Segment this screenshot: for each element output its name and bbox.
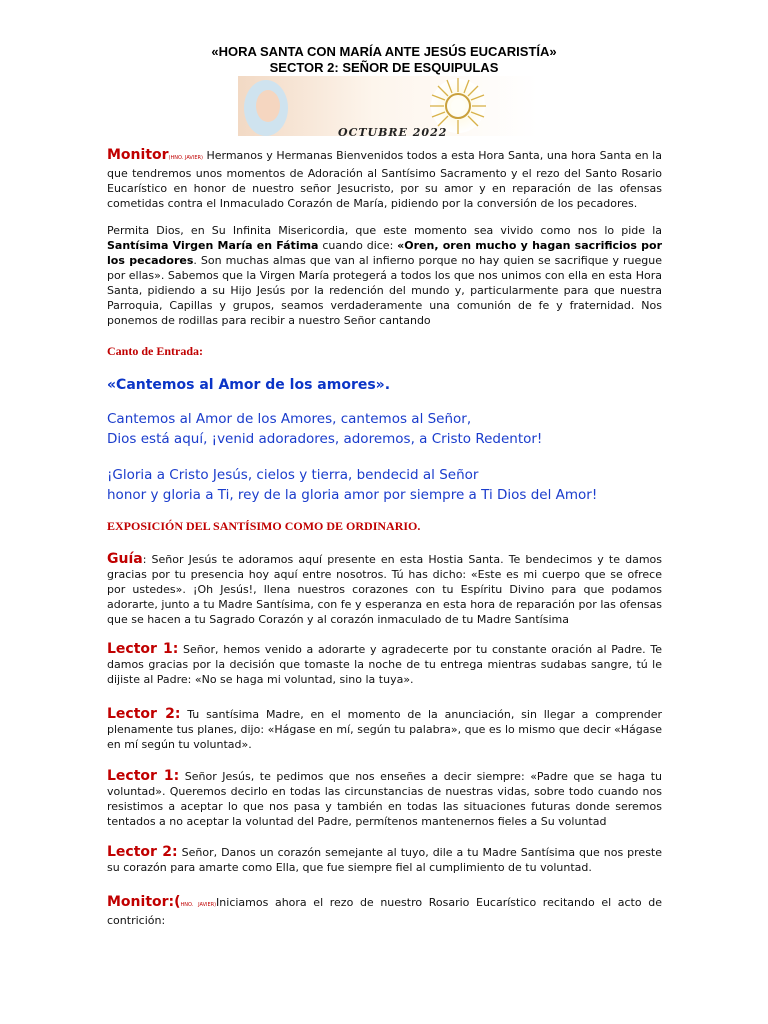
- song-line: Cantemos al Amor de los Amores, cantemos al Señor,: [107, 411, 472, 427]
- speaker-label: Lector 2:: [107, 844, 178, 860]
- paragraph-text: Permita Dios, en Su Infinita Misericordia, que este momento sea vivido como nos lo pide la: [107, 224, 662, 237]
- song-line: Dios está aquí, ¡venid adoradores, adoremos, a Cristo Redentor!: [107, 431, 543, 447]
- lector2-paragraph-2: [107, 845, 662, 875]
- song-title: «Cantemos al Amor de los amores».: [107, 377, 391, 393]
- paragraph-text: cuando dice:: [318, 239, 398, 252]
- paragraph-text: Iniciamos ahora el rezo de nuestro Rosario Eucarístico recitando el acto de contrición:: [107, 896, 662, 927]
- paragraph-text: Hermanos y Hermanas Bienvenidos todos a esta Hora Santa, una hora Santa en la que tendremos unos momentos de Adoración al Santísimo Sacramento y el rezo del Santo Rosario Eucarístico en honor de nuestro señor Jesucristo, por su amor y en reparación de las ofensas cometidas contra el Inmaculado Corazón de María, pidiendo por la conversión de los pecadores.: [107, 149, 662, 210]
- paragraph-text: Señor Jesús, te pedimos que nos enseñes a decir siempre: «Padre que se haga tu voluntad». Queremos decirlo en todas las circunstancias de nuestras vidas, sobre todo cuando nos resistimos a aceptar lo que nos pasa y también en todas las situaciones futuras donde seremos tentados a no aceptar la voluntad del Padre, permítenos mantenernos fieles a Su voluntad: [107, 770, 662, 828]
- song-line: ¡Gloria a Cristo Jesús, cielos y tierra, bendecid al Señor: [107, 467, 479, 483]
- speaker-note: (HNO. JAVIER): [168, 155, 203, 161]
- exposicion-heading: EXPOSICIÓN DEL SANTÍSIMO COMO DE ORDINARIO.: [107, 519, 421, 533]
- document-subtitle: SECTOR 2: SEÑOR DE ESQUIPULAS: [269, 60, 499, 75]
- emphasis-text: Santísima Virgen María en Fátima: [107, 239, 319, 252]
- paragraph-text: Señor, hemos venido a adorarte y agradecerte por tu constante oración al Padre. Te damos gracias por la decisión que tomaste la noche de tu entrega mientras sudabas sangre, tú le dijiste al Padre: «No se haga mi voluntad, sino la tuya».: [107, 643, 662, 686]
- speaker-note: HNO. JAVIER): [180, 902, 217, 908]
- lector2-paragraph: [107, 707, 662, 752]
- song-verse-2: [107, 465, 667, 505]
- speaker-label: Lector 1:: [107, 641, 179, 657]
- canto-heading: Canto de Entrada:: [107, 344, 204, 358]
- paragraph-text: : Señor Jesús te adoramos aquí presente en esta Hostia Santa. Te bendecimos y te damos gracias por tu presencia hoy aquí entre nosotros. Tú has dicho: «Este es mi cuerpo que se ofrece por ustedes». ¡Oh Jesús!, llena nuestros corazones con tu Espíritu Divino para que podamos adorarte, junto a tu Madre Santísima, con fe y esperanza en esta hora de reparación por las ofensas que se hacen a tu Sagrado Corazón y al corazón inmaculado de tu Madre Santísima: [107, 553, 662, 626]
- song-line: honor y gloria a Ti, rey de la gloria amor por siempre a Ti Dios del Amor!: [107, 487, 598, 503]
- lector1-paragraph: [107, 642, 662, 687]
- paragraph-text: . Son muchas almas que van al infierno porque no hay quien se sacrifique y ruegue por ellas». Sabemos que la Virgen María protegerá a todos los que nos unimos con ella en esta Hora Santa, pidiendo a su Hijo Jesús por la redención del mundo y, particularmente para que nuestra Parroquia, Capillas y grupos, seamos verdaderamente una comunión de fe y fraternidad. Nos ponemos de rodillas para recibir a nuestro Señor cantando: [107, 254, 662, 327]
- paragraph-text: Señor, Danos un corazón semejante al tuyo, dile a tu Madre Santísima que nos preste su corazón para amarte como Ella, que fue siempre fiel al cumplimiento de tu voluntad.: [107, 846, 663, 874]
- speaker-label: Lector 1:: [107, 768, 180, 784]
- document-title: «HORA SANTA CON MARÍA ANTE JESÚS EUCARISTÍA»: [211, 44, 557, 59]
- paragraph-text: Tu santísima Madre, en el momento de la anunciación, sin llegar a comprender plenamente tus planes, dijo: «Hágase en mí, según tu palabra», que es lo mismo que decir «Hágase en mí según tu voluntad».: [107, 708, 662, 751]
- speaker-label: Lector 2:: [107, 706, 181, 722]
- song-verse-1: [107, 409, 667, 449]
- lector1-paragraph-2: [107, 769, 662, 829]
- document-date: OCTUBRE 2022: [338, 126, 448, 139]
- speaker-label: Monitor:(: [107, 894, 181, 910]
- speaker-label: Guía: [107, 551, 143, 567]
- quote-text: «Oren, oren mucho y hagan sacrificios por los pecadores: [107, 239, 662, 267]
- speaker-label: Monitor: [107, 147, 169, 163]
- intro-paragraph: [107, 223, 662, 328]
- monitor-paragraph-2: [107, 895, 662, 928]
- monitor-paragraph: [107, 148, 662, 211]
- guia-paragraph: [107, 552, 662, 627]
